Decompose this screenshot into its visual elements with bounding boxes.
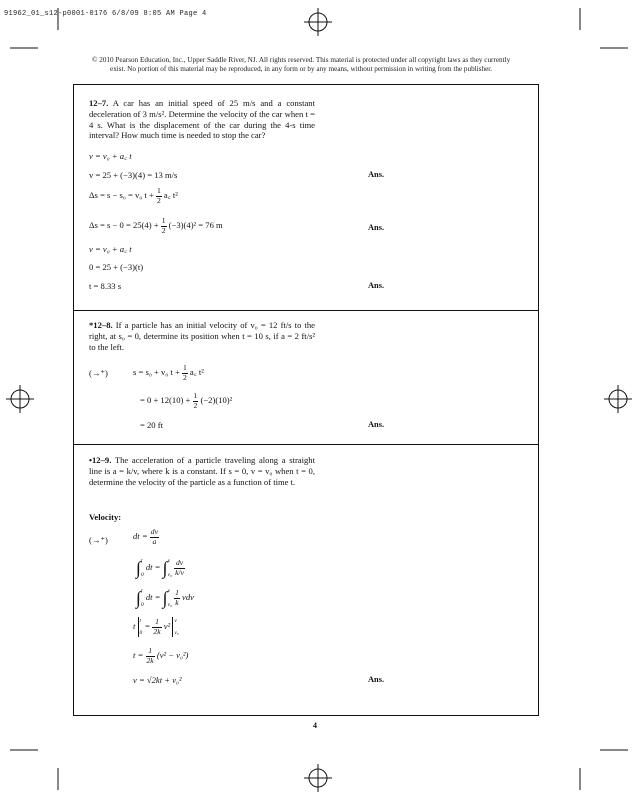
equation-part: v² xyxy=(163,620,171,631)
equation xyxy=(133,364,204,382)
equation-part: (v² − v₀²) xyxy=(156,649,189,660)
problem-label: *12–8. xyxy=(89,320,113,330)
integral-equation: ∫ t 0 dt = ∫ v v₀ $\frac{1}{k}$ vdv xyxy=(136,588,194,608)
equation-part: dt = xyxy=(145,591,161,602)
evaluated-equation: t t 0 = $\frac{1}{2k}$ v² v v₀ xyxy=(133,617,179,636)
equation: = 20 ft xyxy=(140,420,163,430)
problem-12-8-statement xyxy=(89,320,315,352)
equation: v = v₀ + a꜀ t xyxy=(89,151,132,161)
answer-marker: Ans. xyxy=(368,675,385,684)
problem-text: If a particle has an initial velocity of v₀ = 12 ft/s to the right, at s₀ = 0, determine its position when t = 10 s, if a = 2 ft/s² to the left. xyxy=(89,320,315,352)
equation-part: dt = xyxy=(133,530,148,541)
problem-label: 12–7. xyxy=(89,98,109,108)
integral-sign: ∫ xyxy=(136,588,141,608)
answer-marker: Ans. xyxy=(368,223,385,232)
answer-marker: Ans. xyxy=(368,420,385,429)
problem-12-9-statement xyxy=(89,455,315,487)
answer-marker: Ans. xyxy=(368,170,385,179)
copyright-line-2: exist. No portion of this material may be reproduced, in any form or by any means, without permission in writing from the publisher. xyxy=(110,65,493,73)
section-heading: Velocity: xyxy=(89,512,122,522)
equation-part: dt = xyxy=(145,561,161,572)
fraction: $\frac{1}{k}$ xyxy=(175,588,179,607)
divider-2 xyxy=(73,444,539,445)
page-number: 4 xyxy=(313,721,317,730)
fraction: $\frac{1}{2}$ xyxy=(161,216,166,235)
copyright-line-1: © 2010 Pearson Education, Inc., Upper Saddle River, NJ. All rights reserved. This material is protected under all copyright laws as they currently xyxy=(92,56,511,64)
problem-label: •12–9. xyxy=(89,455,112,465)
print-slug: 91962_01_s12-p0001-0176 6/8/09 8:05 AM Page 4 xyxy=(4,10,207,18)
fraction: $\frac{1}{2k}$ xyxy=(153,617,161,636)
problem-12-7-statement xyxy=(89,98,315,141)
equation xyxy=(140,392,232,410)
integral-sign: ∫ xyxy=(136,558,141,578)
equation-part: s = s₀ + v₀ t + xyxy=(133,366,180,377)
equation-part: (−2)(10)² xyxy=(200,394,233,405)
fraction: $\frac{1}{2k}$ xyxy=(146,646,154,665)
fraction: $\frac{dv}{a}$ xyxy=(150,527,158,546)
fraction: $\frac{1}{2}$ xyxy=(182,363,187,382)
equation-part: (−3)(4)² = 76 m xyxy=(168,219,223,230)
equation xyxy=(133,528,159,546)
direction-convention: (→⁺) xyxy=(89,535,108,545)
direction-convention: (→⁺) xyxy=(89,368,108,378)
equation: v = √2kt + v₀² xyxy=(133,675,182,685)
equation-part: Δs = s − 0 = 25(4) + xyxy=(89,219,159,230)
equation-part: Δs = s − s₀ = v₀ t + xyxy=(89,189,154,200)
equation-part: a꜀ t² xyxy=(163,189,178,200)
integral-equation: ∫ t 0 dt = ∫ v v₀ $\frac{dv}{k/v}$ xyxy=(136,558,184,578)
equation xyxy=(133,647,188,665)
equation xyxy=(89,217,223,235)
answer-marker: Ans. xyxy=(368,281,385,290)
problem-text: The acceleration of a particle traveling along a straight line is a = k/v, where k is a constant. If s = 0, v = v₀ when t = 0, determine the velocity of the particle as a function of time t. xyxy=(89,455,315,487)
fraction: $\frac{dv}{k/v}$ xyxy=(175,558,184,577)
divider-1 xyxy=(73,310,539,311)
equation-part: t = xyxy=(133,649,144,660)
equation: 0 = 25 + (−3)(t) xyxy=(89,262,144,272)
equation: v = v₀ + a꜀ t xyxy=(89,244,132,254)
integral-sign: ∫ xyxy=(162,558,168,578)
equation-part: = xyxy=(144,620,151,631)
copyright-notice xyxy=(92,56,552,74)
fraction: $\frac{1}{2}$ xyxy=(156,186,161,205)
equation-part: = 0 + 12(10) + xyxy=(140,394,191,405)
fraction: $\frac{1}{2}$ xyxy=(193,391,198,410)
problem-text: A car has an initial speed of 25 m/s and a constant deceleration of 3 m/s². Determine the velocity of the car when t = 4 s. What is the displacement of the car during the 4-s time interval? How much time is needed to stop the car? xyxy=(89,98,315,141)
equation xyxy=(89,187,178,205)
equation-part: t xyxy=(133,620,136,631)
equation: t = 8.33 s xyxy=(89,281,122,291)
integral-sign: ∫ xyxy=(162,588,168,608)
equation-part: vdv xyxy=(182,591,194,602)
equation-part: a꜀ t² xyxy=(189,366,204,377)
equation: v = 25 + (−3)(4) = 13 m/s xyxy=(89,170,178,180)
